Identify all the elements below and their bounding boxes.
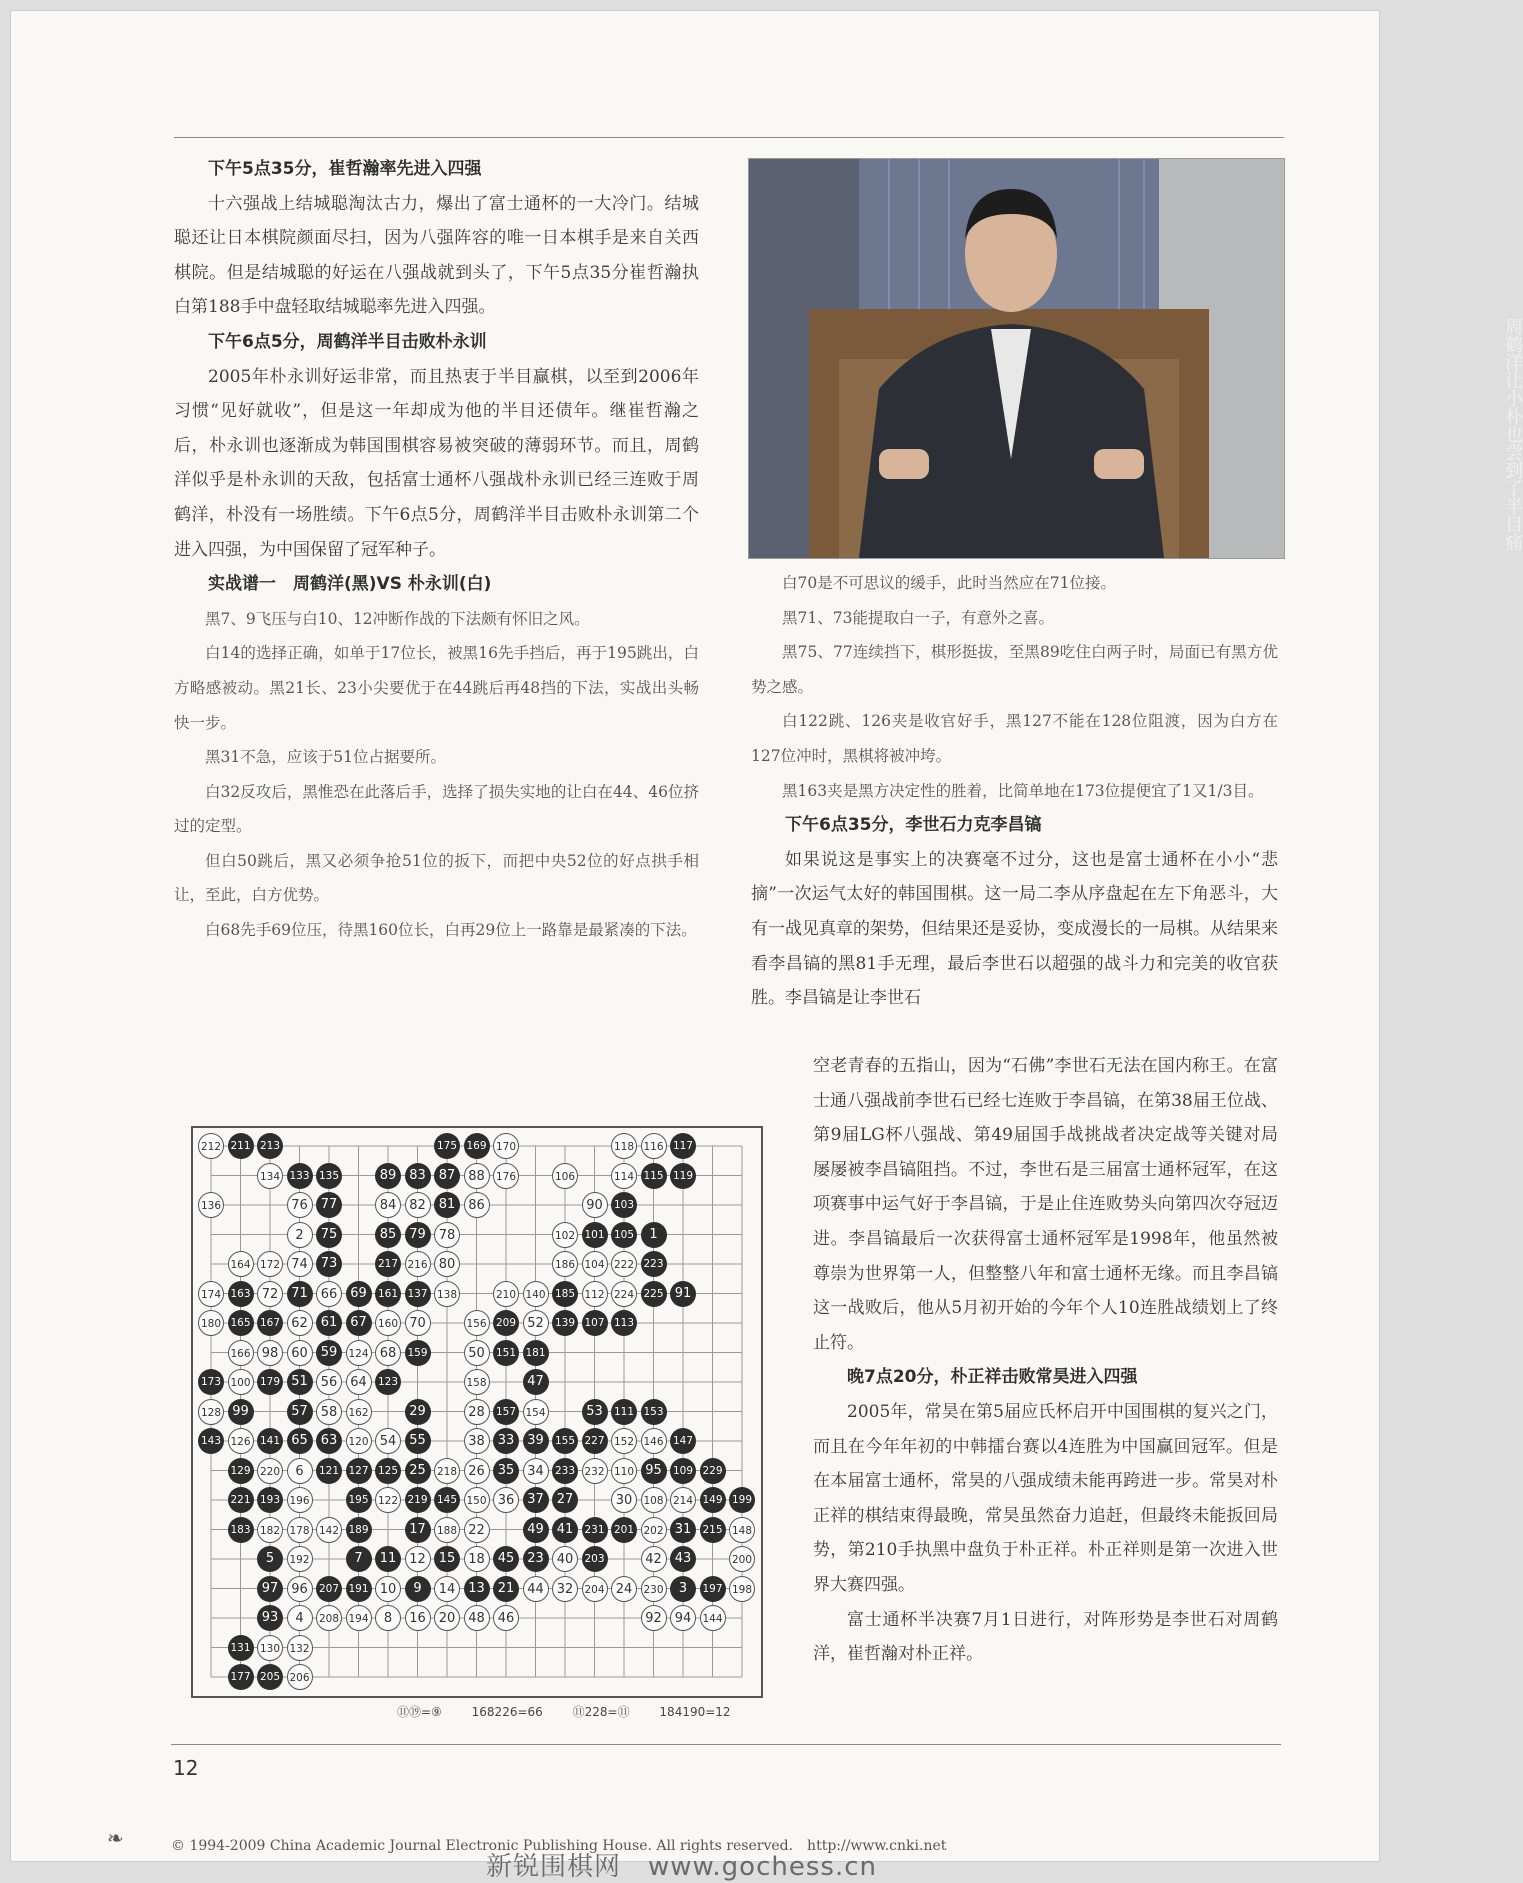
white-stone: 38 (464, 1428, 490, 1454)
black-stone: 9 (405, 1576, 431, 1602)
photo-caption: 周鹤洋让小朴也尝到了半目痛 (1502, 317, 1523, 551)
white-stone: 160 (375, 1310, 401, 1336)
white-stone: 182 (257, 1517, 283, 1543)
white-stone: 158 (464, 1369, 490, 1395)
black-stone: 59 (316, 1340, 342, 1366)
black-stone: 13 (464, 1576, 490, 1602)
white-stone: 220 (257, 1458, 283, 1484)
black-stone: 29 (405, 1399, 431, 1425)
white-stone: 32 (552, 1576, 578, 1602)
black-stone: 227 (582, 1428, 608, 1454)
black-stone: 119 (670, 1163, 696, 1189)
white-stone: 172 (257, 1251, 283, 1277)
white-stone: 58 (316, 1399, 342, 1425)
paragraph: 白14的选择正确，如单于17位长，被黑16先手挡后，再于195跳出，白方略感被动。黑21长、23小尖要优于在44跳后再48挡的下法，实战出头畅快一步。 (174, 644, 699, 732)
black-stone: 103 (611, 1192, 637, 1218)
black-stone: 225 (641, 1281, 667, 1307)
black-stone: 37 (523, 1487, 549, 1513)
paragraph: 黑31不急，应该于51位占据要所。 (205, 748, 446, 767)
paragraph: 黑7、9飞压与白10、12冲断作战的下法颇有怀旧之风。 (205, 609, 590, 628)
white-stone: 46 (493, 1605, 519, 1631)
black-stone: 45 (493, 1546, 519, 1572)
white-stone: 88 (464, 1163, 490, 1189)
white-stone: 104 (582, 1251, 608, 1277)
white-stone: 142 (316, 1517, 342, 1543)
white-stone: 136 (198, 1192, 224, 1218)
game-record-diagram (171, 1106, 791, 1731)
site-watermark: 新锐围棋网 www.gochess.cn (486, 1852, 877, 1882)
white-stone: 174 (198, 1281, 224, 1307)
black-stone: 115 (641, 1163, 667, 1189)
black-stone: 7 (346, 1546, 372, 1572)
black-stone: 215 (700, 1517, 726, 1543)
white-stone: 128 (198, 1399, 224, 1425)
black-stone: 49 (523, 1517, 549, 1543)
go-board (191, 1126, 763, 1698)
white-stone: 90 (582, 1192, 608, 1218)
white-stone: 210 (493, 1281, 519, 1307)
black-stone: 93 (257, 1605, 283, 1631)
board-note: 184190=12 (659, 1705, 731, 1719)
black-stone: 75 (316, 1222, 342, 1248)
black-stone: 139 (552, 1310, 578, 1336)
white-stone: 108 (641, 1487, 667, 1513)
black-stone: 155 (552, 1428, 578, 1454)
white-stone: 70 (405, 1310, 431, 1336)
white-stone: 22 (464, 1517, 490, 1543)
black-stone: 31 (670, 1517, 696, 1543)
white-stone: 148 (729, 1517, 755, 1543)
white-stone: 208 (316, 1605, 342, 1631)
white-stone: 20 (434, 1605, 460, 1631)
white-stone: 62 (287, 1310, 313, 1336)
white-stone: 42 (641, 1546, 667, 1572)
black-stone: 231 (582, 1517, 608, 1543)
black-stone: 97 (257, 1576, 283, 1602)
decorative-mark-icon: ❧ (107, 1826, 124, 1850)
black-stone: 173 (198, 1369, 224, 1395)
white-stone: 54 (375, 1428, 401, 1454)
black-stone: 85 (375, 1222, 401, 1248)
white-stone: 206 (287, 1664, 313, 1690)
black-stone: 163 (228, 1281, 254, 1307)
white-stone: 40 (552, 1546, 578, 1572)
white-stone: 214 (670, 1487, 696, 1513)
white-stone: 86 (464, 1192, 490, 1218)
black-stone: 177 (228, 1664, 254, 1690)
board-note: ⑪⑲=⑨ (397, 1705, 442, 1719)
white-stone: 212 (198, 1133, 224, 1159)
white-stone: 202 (641, 1517, 667, 1543)
footer-rule (171, 1744, 1281, 1745)
black-stone: 133 (287, 1163, 313, 1189)
white-stone: 134 (257, 1163, 283, 1189)
black-stone: 207 (316, 1576, 342, 1602)
white-stone: 162 (346, 1399, 372, 1425)
black-stone: 21 (493, 1576, 519, 1602)
black-stone: 205 (257, 1664, 283, 1690)
black-stone: 25 (405, 1458, 431, 1484)
black-stone: 147 (670, 1428, 696, 1454)
black-stone: 129 (228, 1458, 254, 1484)
black-stone: 55 (405, 1428, 431, 1454)
paragraph: 白122跳、126夹是收官好手，黑127不能在128位阻渡，因为白方在127位冲时，黑棋将被冲垮。 (751, 712, 1278, 765)
white-stone: 18 (464, 1546, 490, 1572)
white-stone: 164 (228, 1251, 254, 1277)
paragraph: 白32反攻后，黑惟恐在此落后手，选择了损失实地的让白在44、46位挤过的定型。 (174, 782, 699, 836)
right-column-continued (813, 1049, 1278, 1672)
paragraph: 2005年，常昊在第5届应氏杯启开中国围棋的复兴之门，而且在今年年初的中韩擂台赛以4连胜为中国赢回冠军。但是在本届富士通杯，常昊的八强成绩未能再跨进一步。常昊对朴正祥的棋结束得最晚，常昊虽然奋力追赶，但最终未能扳回局势，第210手执黑中盘负于朴正祥。朴正祥则是第一次进入世界大赛四强。 (813, 1401, 1278, 1595)
white-stone: 112 (582, 1281, 608, 1307)
white-stone: 64 (346, 1369, 372, 1395)
white-stone: 34 (523, 1458, 549, 1484)
white-stone: 232 (582, 1458, 608, 1484)
black-stone: 17 (405, 1517, 431, 1543)
black-stone: 229 (700, 1458, 726, 1484)
white-stone: 138 (434, 1281, 460, 1307)
white-stone: 84 (375, 1192, 401, 1218)
white-stone: 132 (287, 1635, 313, 1661)
white-stone: 72 (257, 1281, 283, 1307)
paragraph: 2005年朴永训好运非常，而且热衷于半目赢棋，以至到2006年习惯“见好就收”，但是这一年却成为他的半目还债年。继崔哲瀚之后，朴永训也逐渐成为韩国围棋容易被突破的薄弱环节。而且，周鹤洋似乎是朴永训的天敌，包括富士通杯八强战朴永训已经三连败于周鹤洋，朴没有一场胜绩。下午6点5分，周鹤洋半目击败朴永训第二个进入四强，为中国保留了冠军种子。 (174, 366, 699, 560)
black-stone: 111 (611, 1399, 637, 1425)
white-stone: 8 (375, 1605, 401, 1631)
black-stone: 33 (493, 1428, 519, 1454)
black-stone: 43 (670, 1546, 696, 1572)
black-stone: 123 (375, 1369, 401, 1395)
black-stone: 193 (257, 1487, 283, 1513)
document-page (10, 10, 1523, 1862)
white-stone: 78 (434, 1222, 460, 1248)
white-stone: 178 (287, 1517, 313, 1543)
white-stone: 4 (287, 1605, 313, 1631)
white-stone: 204 (582, 1576, 608, 1602)
black-stone: 71 (287, 1281, 313, 1307)
white-stone: 24 (611, 1576, 637, 1602)
white-stone: 28 (464, 1399, 490, 1425)
black-stone: 213 (257, 1133, 283, 1159)
black-stone: 145 (434, 1487, 460, 1513)
player-photo (748, 158, 1523, 559)
black-stone: 201 (611, 1517, 637, 1543)
white-stone: 154 (523, 1399, 549, 1425)
paragraph: 但白50跳后，黑又必须争抢51位的扳下，而把中央52位的好点拱手相让，至此，白方优势。 (174, 851, 699, 905)
section-heading: 晚7点20分，朴正祥击败常昊进入四强 (847, 1367, 1138, 1388)
black-stone: 23 (523, 1546, 549, 1572)
black-stone: 157 (493, 1399, 519, 1425)
white-stone: 30 (611, 1487, 637, 1513)
white-stone: 26 (464, 1458, 490, 1484)
section-heading: 下午6点5分，周鹤洋半目击败朴永训 (208, 331, 487, 352)
white-stone: 94 (670, 1605, 696, 1631)
black-stone: 69 (346, 1281, 372, 1307)
white-stone: 140 (523, 1281, 549, 1307)
paragraph: 富士通杯半决赛7月1日进行，对阵形势是李世石对周鹤洋，崔哲瀚对朴正祥。 (813, 1609, 1278, 1665)
white-stone: 16 (405, 1605, 431, 1631)
black-stone: 143 (198, 1428, 224, 1454)
black-stone: 77 (316, 1192, 342, 1218)
white-stone: 60 (287, 1340, 313, 1366)
black-stone: 11 (375, 1546, 401, 1572)
paragraph: 黑75、77连续挡下，棋形挺拔，至黑89吃住白两子时，局面已有黑方优势之感。 (751, 643, 1278, 696)
paragraph: 白70是不可思议的缓手，此时当然应在71位接。 (782, 574, 1116, 592)
black-stone: 117 (670, 1133, 696, 1159)
page-number: 12 (173, 1756, 199, 1780)
black-stone: 135 (316, 1163, 342, 1189)
white-stone: 166 (228, 1340, 254, 1366)
section-heading: 下午6点35分，李世石力克李昌镐 (785, 815, 1042, 836)
board-note: ⑪228=⑪ (572, 1705, 630, 1719)
black-stone: 109 (670, 1458, 696, 1484)
black-stone: 83 (405, 1163, 431, 1189)
white-stone: 200 (729, 1546, 755, 1572)
black-stone: 189 (346, 1517, 372, 1543)
white-stone: 12 (405, 1546, 431, 1572)
white-stone: 82 (405, 1192, 431, 1218)
black-stone: 209 (493, 1310, 519, 1336)
white-stone: 170 (493, 1133, 519, 1159)
black-stone: 63 (316, 1428, 342, 1454)
black-stone: 107 (582, 1310, 608, 1336)
white-stone: 144 (700, 1605, 726, 1631)
black-stone: 57 (287, 1399, 313, 1425)
paragraph: 黑163夹是黑方决定性的胜着，比简单地在173位提便宜了1又1/3目。 (782, 781, 1264, 800)
black-stone: 87 (434, 1163, 460, 1189)
black-stone: 47 (523, 1369, 549, 1395)
white-stone: 100 (228, 1369, 254, 1395)
black-stone: 165 (228, 1310, 254, 1336)
black-stone: 125 (375, 1458, 401, 1484)
black-stone: 51 (287, 1369, 313, 1395)
black-stone: 35 (493, 1458, 519, 1484)
white-stone: 130 (257, 1635, 283, 1661)
black-stone: 27 (552, 1487, 578, 1513)
white-stone: 50 (464, 1340, 490, 1366)
white-stone: 118 (611, 1133, 637, 1159)
black-stone: 53 (582, 1399, 608, 1425)
black-stone: 179 (257, 1369, 283, 1395)
black-stone: 161 (375, 1281, 401, 1307)
black-stone: 191 (346, 1576, 372, 1602)
white-stone: 146 (641, 1428, 667, 1454)
black-stone: 195 (346, 1487, 372, 1513)
white-stone: 106 (552, 1163, 578, 1189)
white-stone: 124 (346, 1340, 372, 1366)
white-stone: 80 (434, 1251, 460, 1277)
black-stone: 233 (552, 1458, 578, 1484)
copyright-line: © 1994-2009 China Academic Journal Electronic Publishing House. All rights reserved. http://www.cnki.net (171, 1838, 947, 1854)
white-stone: 230 (641, 1576, 667, 1602)
white-stone: 92 (641, 1605, 667, 1631)
black-stone: 3 (670, 1576, 696, 1602)
white-stone: 14 (434, 1576, 460, 1602)
black-stone: 199 (729, 1487, 755, 1513)
black-stone: 39 (523, 1428, 549, 1454)
white-stone: 196 (287, 1487, 313, 1513)
black-stone: 113 (611, 1310, 637, 1336)
black-stone: 73 (316, 1251, 342, 1277)
paragraph: 空老青春的五指山，因为“石佛”李世石无法在国内称王。在富士通八强战前李世石已经七连败于李昌镐，在第38届王位战、第9届LG杯八强战、第49届国手战挑战者决定战等关键对局屡屡被李昌镐阻挡。不过，李世石是三届富士通杯冠军，在这项赛事中运气好于李昌镐，于是止住连败势头向第四次夺冠迈进。李昌镐最后一次获得富士通杯冠军是1998年，他虽然被尊崇为世界第一人，但整整八年和富士通杯无缘。而且李昌镐这一战败后，他从5月初开始的今年个人10连胜战绩划上了终止符。 (813, 1056, 1278, 1353)
photo-illustration (749, 159, 1284, 558)
white-stone: 10 (375, 1576, 401, 1602)
white-stone: 68 (375, 1340, 401, 1366)
black-stone: 175 (434, 1133, 460, 1159)
black-stone: 149 (700, 1487, 726, 1513)
section-heading: 实战谱一 周鹤洋(黑)VS 朴永训(白) (208, 574, 492, 595)
left-column (174, 152, 699, 948)
white-stone: 114 (611, 1163, 637, 1189)
white-stone: 180 (198, 1310, 224, 1336)
paragraph: 黑71、73能提取白一子，有意外之喜。 (782, 608, 1054, 627)
white-stone: 76 (287, 1192, 313, 1218)
black-stone: 203 (582, 1546, 608, 1572)
black-stone: 81 (434, 1192, 460, 1218)
black-stone: 91 (670, 1281, 696, 1307)
white-stone: 186 (552, 1251, 578, 1277)
black-stone: 41 (552, 1517, 578, 1543)
black-stone: 101 (582, 1222, 608, 1248)
white-stone: 102 (552, 1222, 578, 1248)
white-stone: 98 (257, 1340, 283, 1366)
white-stone: 74 (287, 1251, 313, 1277)
white-stone: 218 (434, 1458, 460, 1484)
section-heading: 下午5点35分，崔哲瀚率先进入四强 (208, 159, 482, 179)
white-stone: 2 (287, 1222, 313, 1248)
black-stone: 217 (375, 1251, 401, 1277)
black-stone: 61 (316, 1310, 342, 1336)
header-rule (174, 137, 1284, 138)
white-stone: 120 (346, 1428, 372, 1454)
white-stone: 56 (316, 1369, 342, 1395)
white-stone: 116 (641, 1133, 667, 1159)
black-stone: 197 (700, 1576, 726, 1602)
white-stone: 6 (287, 1458, 313, 1484)
white-stone: 194 (346, 1605, 372, 1631)
black-stone: 151 (493, 1340, 519, 1366)
white-stone: 216 (405, 1251, 431, 1277)
black-stone: 127 (346, 1458, 372, 1484)
paragraph: 如果说这是事实上的决赛毫不过分，这也是富士通杯在小小“悲摘”一次运气太好的韩国围棋。这一局二李从序盘起在左下角恶斗，大有一战见真章的架势，但结果还是妥协，变成漫长的一局棋。从结果来看李昌镐的黑81手无理，最后李世石以超强的战斗力和完美的收官获胜。李昌镐是让李世石 (751, 849, 1278, 1009)
white-stone: 96 (287, 1576, 313, 1602)
black-stone: 121 (316, 1458, 342, 1484)
black-stone: 159 (405, 1340, 431, 1366)
white-stone: 198 (729, 1576, 755, 1602)
white-stone: 152 (611, 1428, 637, 1454)
black-stone: 95 (641, 1458, 667, 1484)
board-note: 168226=66 (471, 1705, 543, 1719)
black-stone: 67 (346, 1310, 372, 1336)
black-stone: 141 (257, 1428, 283, 1454)
white-stone: 36 (493, 1487, 519, 1513)
black-stone: 105 (611, 1222, 637, 1248)
black-stone: 185 (552, 1281, 578, 1307)
black-stone: 79 (405, 1222, 431, 1248)
board-notes (397, 1703, 757, 1720)
black-stone: 211 (228, 1133, 254, 1159)
white-stone: 122 (375, 1487, 401, 1513)
black-stone: 223 (641, 1251, 667, 1277)
white-stone: 150 (464, 1487, 490, 1513)
white-stone: 48 (464, 1605, 490, 1631)
white-stone: 188 (434, 1517, 460, 1543)
black-stone: 153 (641, 1399, 667, 1425)
black-stone: 169 (464, 1133, 490, 1159)
black-stone: 15 (434, 1546, 460, 1572)
white-stone: 52 (523, 1310, 549, 1336)
white-stone: 126 (228, 1428, 254, 1454)
black-stone: 219 (405, 1487, 431, 1513)
white-stone: 110 (611, 1458, 637, 1484)
black-stone: 181 (523, 1340, 549, 1366)
white-stone: 156 (464, 1310, 490, 1336)
black-stone: 65 (287, 1428, 313, 1454)
black-stone: 5 (257, 1546, 283, 1572)
paragraph: 十六强战上结城聪淘汰古力，爆出了富士通杯的一大冷门。结城聪还让日本棋院颜面尽扫，因为八强阵容的唯一日本棋手是来自关西棋院。但是结城聪的好运在八强战就到头了，下午5点35分崔哲瀚执白第188手中盘轻取结城聪率先进入四强。 (174, 193, 699, 318)
black-stone: 221 (228, 1487, 254, 1513)
right-column (751, 566, 1278, 1016)
white-stone: 192 (287, 1546, 313, 1572)
white-stone: 222 (611, 1251, 637, 1277)
black-stone: 89 (375, 1163, 401, 1189)
black-stone: 167 (257, 1310, 283, 1336)
black-stone: 131 (228, 1635, 254, 1661)
black-stone: 99 (228, 1399, 254, 1425)
black-stone: 137 (405, 1281, 431, 1307)
white-stone: 66 (316, 1281, 342, 1307)
white-stone: 224 (611, 1281, 637, 1307)
black-stone: 183 (228, 1517, 254, 1543)
paragraph: 白68先手69位压，待黑160位长，白再29位上一路靠是最紧凑的下法。 (205, 921, 697, 940)
white-stone: 44 (523, 1576, 549, 1602)
black-stone: 1 (641, 1222, 667, 1248)
white-stone: 176 (493, 1163, 519, 1189)
